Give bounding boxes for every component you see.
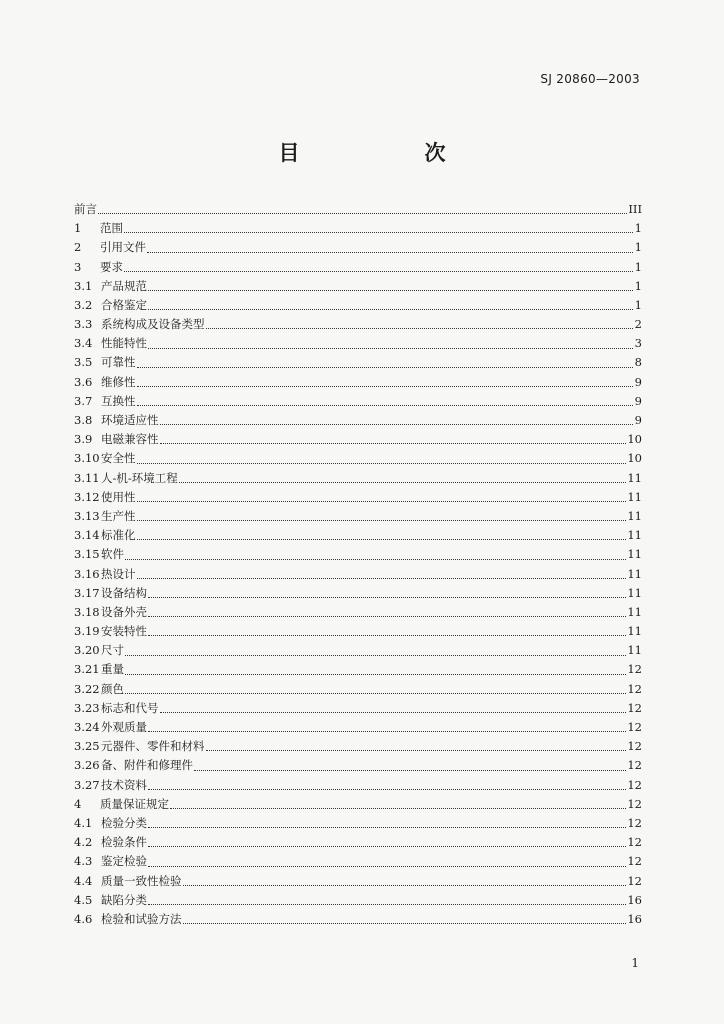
toc-entry-number: 1 — [74, 221, 82, 236]
toc-entry-title: 性能特性 — [101, 336, 147, 351]
toc-entry-title: 设备外壳 — [101, 604, 147, 619]
dot-leader — [125, 674, 626, 675]
toc-entry[interactable] — [74, 258, 642, 277]
toc-entry[interactable] — [74, 219, 642, 238]
toc-entry-page: 11 — [627, 624, 642, 639]
toc-entry-title: 使用性 — [101, 489, 136, 504]
toc-entry-number: 3.5 — [74, 355, 93, 370]
toc-entry-page: 10 — [627, 451, 642, 466]
dot-leader — [183, 885, 627, 886]
toc-entry-title: 检验和试验方法 — [101, 911, 182, 926]
dot-leader — [160, 424, 634, 425]
toc-entry-page: 10 — [627, 432, 642, 447]
toc-entry-title: 引用文件 — [100, 240, 146, 255]
toc-entry[interactable] — [74, 488, 642, 507]
toc-entry-number: 3 — [74, 259, 82, 274]
dot-leader — [148, 904, 626, 905]
toc-entry-number: 3.3 — [74, 317, 93, 332]
toc-entry-title: 人-机-环境工程 — [101, 470, 178, 485]
toc-entry-number: 3.27 — [74, 777, 100, 792]
toc-entry[interactable] — [74, 315, 642, 334]
toc-entry[interactable] — [74, 277, 642, 296]
dot-leader — [125, 655, 626, 656]
toc-entry-number: 3.4 — [74, 336, 93, 351]
toc-entry-page: 9 — [634, 374, 642, 389]
dot-leader — [160, 712, 627, 713]
toc-entry[interactable] — [74, 565, 642, 584]
dot-leader — [170, 808, 626, 809]
toc-entry[interactable] — [74, 680, 642, 699]
dot-leader — [148, 635, 626, 636]
toc-entry-page: 16 — [627, 911, 642, 926]
toc-entry-number: 3.6 — [74, 374, 93, 389]
toc-entry-title: 要求 — [100, 259, 123, 274]
toc-entry-number: 3.18 — [74, 604, 100, 619]
toc-entry-page: 11 — [627, 566, 642, 581]
toc-entry-page: 12 — [627, 700, 642, 715]
dot-leader — [179, 482, 627, 483]
toc-entry-title: 备、附件和修理件 — [101, 758, 193, 773]
toc-entry-title: 重量 — [101, 662, 124, 677]
dot-leader — [98, 213, 627, 214]
table-of-contents — [74, 200, 642, 929]
toc-entry[interactable] — [74, 814, 642, 833]
toc-entry[interactable] — [74, 449, 642, 468]
toc-entry[interactable] — [74, 238, 642, 257]
toc-entry-page: 11 — [627, 528, 642, 543]
dot-leader — [148, 616, 626, 617]
toc-entry-page: 12 — [627, 796, 642, 811]
toc-entry[interactable] — [74, 200, 642, 219]
dot-leader — [206, 750, 627, 751]
toc-entry[interactable] — [74, 776, 642, 795]
toc-entry-page: 11 — [627, 604, 642, 619]
dot-leader — [137, 578, 627, 579]
dot-leader — [148, 597, 626, 598]
toc-entry-title: 热设计 — [101, 566, 136, 581]
dot-leader — [125, 693, 626, 694]
toc-entry-title: 可靠性 — [101, 355, 136, 370]
toc-entry-page: 12 — [627, 854, 642, 869]
toc-entry-title: 标准化 — [101, 528, 136, 543]
toc-entry[interactable] — [74, 296, 642, 315]
toc-entry-number: 3.26 — [74, 758, 100, 773]
toc-entry-page: 11 — [627, 643, 642, 658]
toc-entry-number: 2 — [74, 240, 82, 255]
toc-entry-title: 安全性 — [101, 451, 136, 466]
toc-entry-page: 2 — [634, 317, 642, 332]
toc-entry-page: 1 — [634, 278, 642, 293]
toc-entry-page: 11 — [627, 585, 642, 600]
toc-entry-number: 3.12 — [74, 489, 100, 504]
toc-entry-title: 系统构成及设备类型 — [101, 317, 205, 332]
toc-entry-number: 3.2 — [74, 297, 93, 312]
toc-entry-title: 质量保证规定 — [100, 796, 169, 811]
toc-entry-number: 4.3 — [74, 854, 93, 869]
dot-leader — [124, 232, 633, 233]
dot-leader — [148, 827, 626, 828]
toc-entry[interactable] — [74, 795, 642, 814]
toc-entry-page: 3 — [634, 336, 642, 351]
toc-entry[interactable] — [74, 430, 642, 449]
toc-entry-number: 3.14 — [74, 528, 100, 543]
dot-leader — [148, 348, 633, 349]
toc-entry[interactable] — [74, 737, 642, 756]
toc-entry[interactable] — [74, 641, 642, 660]
dot-leader — [194, 770, 626, 771]
toc-entry-title: 标志和代号 — [101, 700, 159, 715]
toc-entry-number: 3.23 — [74, 700, 100, 715]
toc-entry-page: 12 — [627, 739, 642, 754]
toc-entry-number: 3.16 — [74, 566, 100, 581]
toc-entry-page: 12 — [627, 662, 642, 677]
dot-leader — [137, 501, 627, 502]
toc-entry-title: 电磁兼容性 — [101, 432, 159, 447]
dot-leader — [148, 866, 626, 867]
toc-entry-title: 环境适应性 — [101, 413, 159, 428]
dot-leader — [148, 789, 626, 790]
dot-leader — [137, 539, 627, 540]
toc-entry-number: 3.25 — [74, 739, 100, 754]
toc-entry-number: 3.22 — [74, 681, 100, 696]
toc-entry-number: 3.13 — [74, 508, 100, 523]
toc-entry[interactable] — [74, 756, 642, 775]
toc-entry-number: 3.9 — [74, 432, 93, 447]
toc-entry-number: 3.21 — [74, 662, 100, 677]
toc-entry[interactable] — [74, 545, 642, 564]
toc-entry-page: 12 — [627, 835, 642, 850]
toc-entry-title: 互换性 — [101, 393, 136, 408]
dot-leader — [148, 846, 626, 847]
toc-entry[interactable] — [74, 507, 642, 526]
toc-entry[interactable] — [74, 526, 642, 545]
toc-entry-title: 质量一致性检验 — [101, 873, 182, 888]
toc-entry-title: 尺寸 — [101, 643, 124, 658]
dot-leader — [137, 520, 627, 521]
toc-entry[interactable] — [74, 891, 642, 910]
toc-entry[interactable] — [74, 852, 642, 871]
toc-entry-number: 3.11 — [74, 470, 100, 485]
toc-entry-page: 1 — [634, 297, 642, 312]
toc-entry-title: 前言 — [74, 201, 97, 216]
toc-entry[interactable] — [74, 699, 642, 718]
toc-entry-title: 安装特性 — [101, 624, 147, 639]
toc-entry-page: 1 — [634, 221, 642, 236]
toc-entry-title: 鉴定检验 — [101, 854, 147, 869]
dot-leader — [137, 463, 627, 464]
toc-entry-page: 1 — [634, 240, 642, 255]
toc-entry[interactable] — [74, 661, 642, 680]
dot-leader — [124, 271, 633, 272]
toc-entry-number: 3.8 — [74, 413, 93, 428]
toc-entry-number: 3.20 — [74, 643, 100, 658]
toc-entry-page: 11 — [627, 547, 642, 562]
toc-entry-page: 11 — [627, 470, 642, 485]
dot-leader — [206, 328, 634, 329]
toc-entry-page: 12 — [627, 873, 642, 888]
toc-entry[interactable] — [74, 603, 642, 622]
dot-leader — [183, 923, 627, 924]
toc-entry-number: 3.10 — [74, 451, 100, 466]
toc-entry-title: 颜色 — [101, 681, 124, 696]
toc-entry-page: 16 — [627, 892, 642, 907]
toc-entry-title: 范围 — [100, 221, 123, 236]
toc-entry-title: 维修性 — [101, 374, 136, 389]
dot-leader — [125, 559, 626, 560]
toc-entry-title: 产品规范 — [101, 278, 147, 293]
dot-leader — [137, 405, 634, 406]
dot-leader — [137, 386, 634, 387]
toc-entry-title: 缺陷分类 — [101, 892, 147, 907]
toc-entry-page: 12 — [627, 720, 642, 735]
toc-entry-number: 4.1 — [74, 815, 93, 830]
toc-entry[interactable] — [74, 411, 642, 430]
toc-entry[interactable] — [74, 872, 642, 891]
toc-entry-page: 11 — [627, 489, 642, 504]
toc-entry-title: 生产性 — [101, 508, 136, 523]
toc-entry-page: 9 — [634, 413, 642, 428]
toc-entry[interactable] — [74, 469, 642, 488]
toc-entry-title: 合格鉴定 — [101, 297, 147, 312]
toc-entry-number: 4 — [74, 796, 82, 811]
toc-entry-number: 3.7 — [74, 393, 93, 408]
toc-entry-title: 技术资料 — [101, 777, 147, 792]
toc-entry-number: 4.4 — [74, 873, 93, 888]
page-number: 1 — [631, 956, 639, 970]
toc-entry[interactable] — [74, 373, 642, 392]
toc-entry-page: III — [628, 201, 642, 216]
dot-leader — [147, 252, 633, 253]
toc-entry[interactable] — [74, 833, 642, 852]
toc-entry-title: 检验分类 — [101, 815, 147, 830]
toc-entry-number: 4.6 — [74, 911, 93, 926]
toc-entry-number: 4.2 — [74, 835, 93, 850]
toc-entry-title: 外观质量 — [101, 720, 147, 735]
toc-entry-number: 3.17 — [74, 585, 100, 600]
toc-entry[interactable] — [74, 392, 642, 411]
toc-entry[interactable] — [74, 910, 642, 929]
toc-entry-page: 8 — [634, 355, 642, 370]
toc-entry-page: 12 — [627, 758, 642, 773]
toc-entry-title: 软件 — [101, 547, 124, 562]
dot-leader — [148, 290, 633, 291]
toc-entry-page: 12 — [627, 681, 642, 696]
toc-entry-page: 9 — [634, 393, 642, 408]
standard-code: SJ 20860—2003 — [540, 72, 640, 86]
toc-entry-number: 3.1 — [74, 278, 93, 293]
toc-entry-page: 1 — [634, 259, 642, 274]
toc-entry-page: 12 — [627, 777, 642, 792]
toc-entry[interactable] — [74, 584, 642, 603]
dot-leader — [148, 731, 626, 732]
toc-entry-page: 11 — [627, 508, 642, 523]
page-title: 目 次 — [278, 140, 498, 165]
toc-entry-page: 12 — [627, 815, 642, 830]
toc-entry-number: 3.15 — [74, 547, 100, 562]
toc-entry-title: 设备结构 — [101, 585, 147, 600]
toc-entry-number: 3.19 — [74, 624, 100, 639]
toc-entry-number: 4.5 — [74, 892, 93, 907]
toc-entry[interactable] — [74, 354, 642, 373]
dot-leader — [148, 309, 633, 310]
toc-entry-title: 元器件、零件和材料 — [101, 739, 205, 754]
toc-entry[interactable] — [74, 718, 642, 737]
toc-entry[interactable] — [74, 622, 642, 641]
toc-entry-title: 检验条件 — [101, 835, 147, 850]
toc-entry[interactable] — [74, 334, 642, 353]
dot-leader — [160, 443, 627, 444]
dot-leader — [137, 367, 634, 368]
toc-entry-number: 3.24 — [74, 720, 100, 735]
